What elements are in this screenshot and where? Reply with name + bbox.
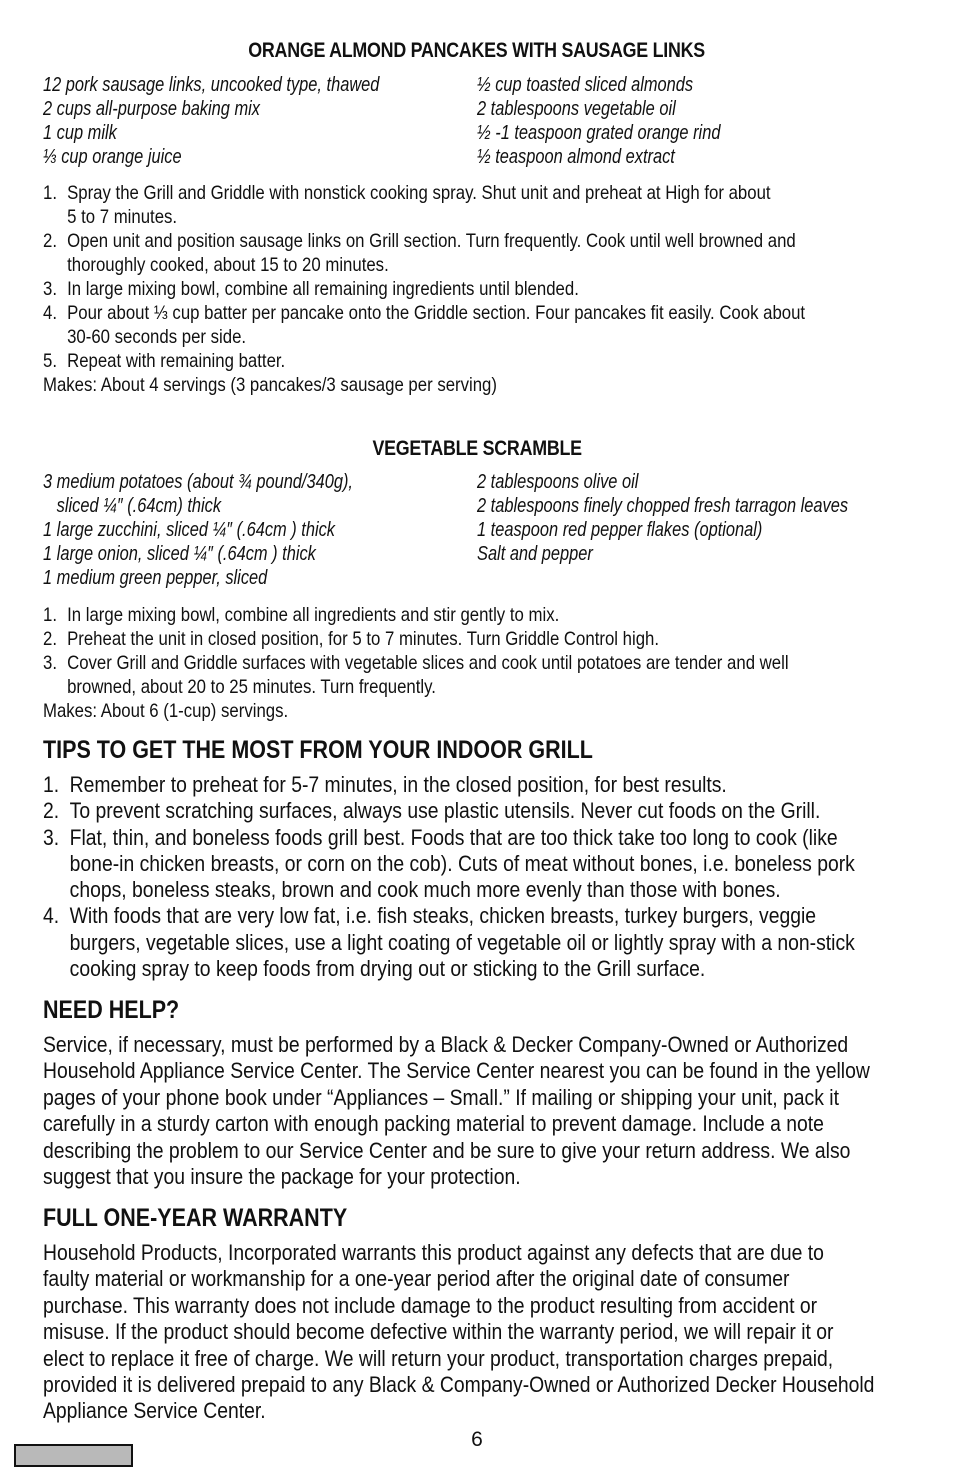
- recipe1-ingredients-left: [43, 73, 379, 169]
- ingredient-line: 1 large onion, sliced ¼″ (.64cm ) thick: [43, 543, 316, 565]
- paragraph-line: describing the problem to our Service Center and be sure to give your return address. We also: [43, 1137, 851, 1163]
- recipe1-steps: [43, 181, 805, 397]
- step-item: 3. Cover Grill and Griddle surfaces with vegetable slices and cook until potatoes are tender and well: [43, 652, 789, 674]
- ingredient-line: 2 cups all-purpose baking mix: [43, 98, 260, 120]
- need-help-paragraph: [43, 1032, 870, 1190]
- step-item: 5. Repeat with remaining batter.: [43, 350, 286, 372]
- ingredient-line: 3 medium potatoes (about ¾ pound/340g),: [43, 471, 353, 493]
- page-edge-tab: [14, 1444, 133, 1467]
- recipe2-makes: Makes: About 6 (1-cup) servings.: [43, 700, 289, 722]
- step-continuation: browned, about 20 to 25 minutes. Turn frequently.: [67, 676, 436, 698]
- ingredient-line: 2 tablespoons olive oil: [477, 471, 639, 493]
- paragraph-line: provided it is delivered prepaid to any Black & Company-Owned or Authorized Decker Household: [43, 1371, 875, 1397]
- step-continuation: 5 to 7 minutes.: [67, 206, 178, 228]
- tip-continuation: cooking spray to keep foods from drying out or sticking to the Grill surface.: [69, 956, 706, 982]
- step-continuation: thoroughly cooked, about 15 to 20 minutes.: [67, 254, 389, 276]
- paragraph-line: Household Products, Incorporated warrants this product against any defects that are due to: [43, 1240, 824, 1265]
- ingredient-line: 2 tablespoons finely chopped fresh tarragon leaves: [477, 495, 849, 517]
- ingredient-line: 1 large zucchini, sliced ¼″ (.64cm ) thick: [43, 519, 336, 541]
- step-item: 3. In large mixing bowl, combine all remaining ingredients until blended.: [43, 278, 579, 300]
- tip-item: 4. With foods that are very low fat, i.e. fish steaks, chicken breasts, turkey burgers, veggie: [43, 903, 817, 929]
- ingredient-line: 1 medium green pepper, sliced: [43, 567, 268, 589]
- recipe-title-vegetable-scramble: VEGETABLE SCRAMBLE: [372, 437, 582, 460]
- page-number: 6: [471, 1428, 483, 1451]
- need-help-heading: NEED HELP?: [43, 996, 180, 1024]
- tips-list: [43, 772, 855, 982]
- paragraph-line: carefully in a sturdy carton with enough packing material to prevent damage. Include a note: [43, 1111, 824, 1137]
- ingredient-line: sliced ¼″ (.64cm) thick: [43, 495, 222, 517]
- paragraph-line: pages of your phone book under “Appliances – Small.” If mailing or shipping your unit, pack it: [43, 1084, 839, 1110]
- paragraph-line: Household Appliance Service Center. The Service Center nearest you can be found in the yellow: [43, 1058, 870, 1084]
- tips-heading: TIPS TO GET THE MOST FROM YOUR INDOOR GRILL: [43, 736, 593, 764]
- step-item: 2. Preheat the unit in closed position, for 5 to 7 minutes. Turn Griddle Control high.: [43, 628, 660, 650]
- ingredient-line: ½ -1 teaspoon grated orange rind: [477, 122, 721, 144]
- tip-continuation: burgers, vegetable slices, use a light coating of vegetable oil or lightly spray with a non-stick: [69, 929, 855, 955]
- warranty-paragraph: [43, 1240, 874, 1425]
- tip-item: 2. To prevent scratching surfaces, always use plastic utensils. Never cut foods on the Grill.: [43, 798, 821, 824]
- paragraph-line: suggest that you insure the package for your protection.: [43, 1163, 521, 1189]
- tip-item: 3. Flat, thin, and boneless foods grill best. Foods that are too thick take too long to cook (like: [43, 824, 838, 850]
- recipe1-ingredients-right: [477, 73, 720, 169]
- recipe-title-orange-almond-pancakes: ORANGE ALMOND PANCAKES WITH SAUSAGE LINKS: [248, 39, 706, 62]
- step-item: 1. Spray the Grill and Griddle with nonstick cooking spray. Shut unit and preheat at High for about: [43, 182, 771, 204]
- tip-item: 1. Remember to preheat for 5-7 minutes, in the closed position, for best results.: [43, 772, 727, 797]
- ingredient-line: ½ cup toasted sliced almonds: [477, 74, 694, 96]
- paragraph-line: misuse. If the product should become defective within the warranty period, we will repair it or: [43, 1319, 834, 1345]
- paragraph-line: faulty material or workmanship for a one-year period after the original date of consumer: [43, 1266, 790, 1292]
- recipe2-ingredients-right: [477, 470, 848, 566]
- step-item: 1. In large mixing bowl, combine all ingredients and stir gently to mix.: [43, 604, 560, 626]
- ingredient-line: 2 tablespoons vegetable oil: [477, 98, 676, 120]
- paragraph-line: purchase. This warranty does not include damage to the product resulting from accident or: [43, 1292, 818, 1318]
- tip-continuation: chops, boneless steaks, brown and cook much more evenly than those with bones.: [69, 877, 781, 903]
- step-item: 2. Open unit and position sausage links on Grill section. Turn frequently. Cook until well browned and: [43, 230, 796, 252]
- tip-continuation: bone-in chicken breasts, or corn on the cob). Cuts of meat without bones, i.e. boneless pork: [69, 850, 855, 876]
- ingredient-line: 1 cup milk: [43, 122, 117, 144]
- recipe2-steps: [43, 603, 789, 723]
- paragraph-line: Appliance Service Center.: [43, 1398, 266, 1424]
- paragraph-line: Service, if necessary, must be performed by a Black & Decker Company-Owned or Authorized: [43, 1032, 849, 1057]
- ingredient-line: 1 teaspoon red pepper flakes (optional): [477, 519, 763, 541]
- ingredient-line: ½ teaspoon almond extract: [477, 146, 675, 168]
- step-item: 4. Pour about ⅓ cup batter per pancake onto the Griddle section. Four pancakes fit easily. Cook about: [43, 302, 806, 324]
- ingredient-line: 12 pork sausage links, uncooked type, thawed: [43, 74, 380, 96]
- step-continuation: 30-60 seconds per side.: [67, 326, 247, 348]
- ingredient-line: Salt and pepper: [477, 543, 593, 565]
- warranty-heading: FULL ONE-YEAR WARRANTY: [43, 1204, 348, 1232]
- paragraph-line: elect to replace it free of charge. We will return your product, transportation charges prepaid,: [43, 1345, 834, 1371]
- recipe2-ingredients-left: [43, 470, 353, 590]
- ingredient-line: ⅓ cup orange juice: [43, 146, 182, 168]
- recipe1-makes: Makes: About 4 servings (3 pancakes/3 sausage per serving): [43, 374, 497, 396]
